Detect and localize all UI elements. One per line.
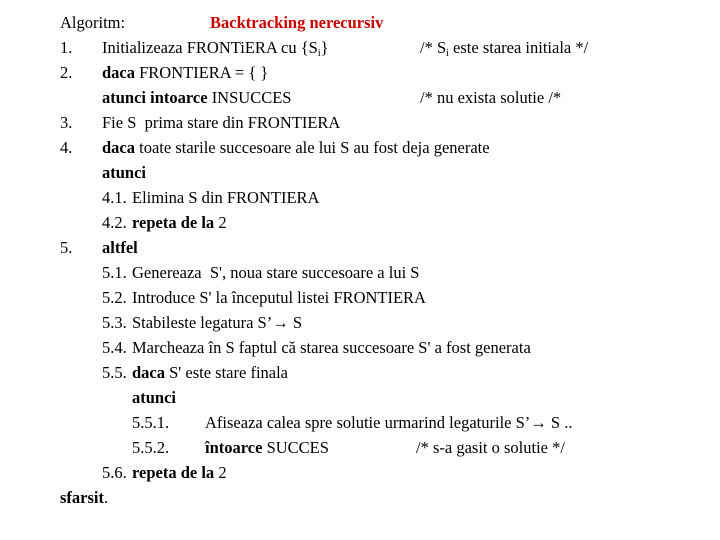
step-number: 5.5.2.: [132, 438, 170, 457]
step-text: daca S' este stare finala: [132, 363, 289, 382]
algorithm-end: sfarsit.: [60, 488, 109, 507]
step-number: 5.: [60, 238, 73, 257]
algorithm-title: Backtracking nerecursiv: [210, 13, 384, 32]
step-number: 4.2.: [102, 213, 127, 232]
step-comment: /* nu exista solutie /*: [420, 88, 562, 107]
step-number: 4.: [60, 138, 73, 157]
step-number: 5.4.: [102, 338, 127, 357]
step-text: Genereaza S', noua stare succesoare a lui S: [132, 263, 420, 282]
step-text: Afiseaza calea spre solutie urmarind legaturile S’→ S ..: [205, 413, 573, 432]
step-text: Marcheaza în S faptul că starea succesoare S' a fost generata: [132, 338, 531, 357]
step-number: 5.3.: [102, 313, 127, 332]
step-number: 5.2.: [102, 288, 127, 307]
step-text: repeta de la 2: [132, 463, 227, 482]
step-comment: /* s-a gasit o solutie */: [416, 438, 565, 457]
step-number: 5.5.: [102, 363, 127, 382]
step-text: Fie S prima stare din FRONTIERA: [102, 113, 341, 132]
step-text: daca FRONTIERA = { }: [102, 63, 269, 82]
step-text: Elimina S din FRONTIERA: [132, 188, 320, 207]
step-comment: /* $S_i$ este starea initiala */: [420, 38, 589, 59]
step-number: 1.: [60, 38, 73, 57]
step-5-5-then: atunci: [132, 388, 177, 407]
step-number: 5.5.1.: [132, 413, 170, 432]
step-text: daca toate starile succesoare ale lui S au fost deja generate: [102, 138, 490, 157]
step-text: atunci intoarce INSUCCES: [102, 88, 292, 107]
step-text: întoarce SUCCES: [205, 438, 329, 457]
step-text: repeta de la 2: [132, 213, 227, 232]
step-number: 5.6.: [102, 463, 127, 482]
step-text: Introduce S' la începutul listei FRONTIERA: [132, 288, 426, 307]
step-number: 3.: [60, 113, 73, 132]
step-text: Stabileste legatura S’→ S: [132, 313, 303, 332]
step-number: 4.1.: [102, 188, 127, 207]
step-number: 2.: [60, 63, 73, 82]
step-number: 5.1.: [102, 263, 127, 282]
step-text: Initializeaza FRONTiERA cu $\{S_i\}$: [102, 38, 329, 59]
step-text: altfel: [102, 238, 138, 257]
algorithm-label: Algoritm:: [60, 13, 126, 32]
step-4-then: atunci: [102, 163, 147, 182]
